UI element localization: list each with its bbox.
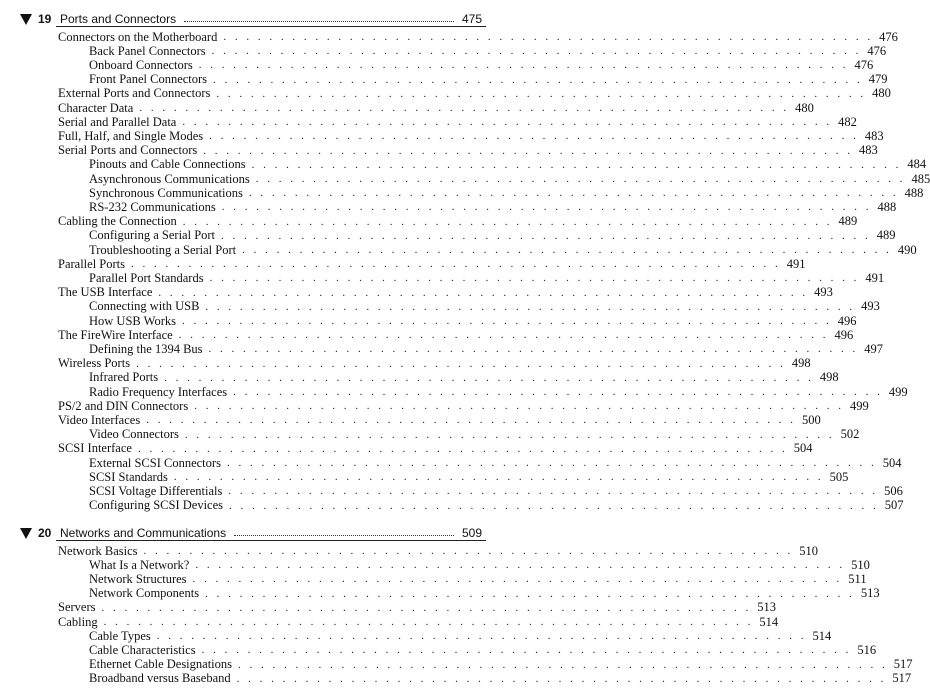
toc-entry[interactable] bbox=[58, 86, 891, 101]
dot-leader: . . . . . . . . . . . . . . . . . . . . . . . . . . . . . . . . . . . . . . . . . . . . . . . . . . . . . . . . . bbox=[192, 573, 843, 586]
toc-entry-title: The FireWire Interface bbox=[58, 327, 173, 342]
toc-entry-page: 483 bbox=[858, 143, 878, 158]
toc-entry[interactable] bbox=[89, 571, 867, 586]
toc-entry-title: Network Structures bbox=[89, 571, 187, 586]
toc-entry-title: Configuring a Serial Port bbox=[89, 228, 216, 243]
toc-entry-page: 499 bbox=[888, 384, 908, 399]
toc-entry-title: Asynchronous Communications bbox=[89, 171, 250, 186]
dot-leader: . . . . . . . . . . . . . . . . . . . . . . . . . . . . . . . . . . . . . . . . . . . . . . . . . . . . . . . . . bbox=[242, 244, 892, 256]
toc-entry-page: 488 bbox=[904, 185, 924, 200]
toc-entry-page: 516 bbox=[857, 642, 877, 657]
toc-entry[interactable] bbox=[89, 557, 870, 572]
toc-entry-title: Configuring SCSI Devices bbox=[89, 498, 224, 513]
toc-entry-title: RS-232 Communications bbox=[89, 199, 216, 214]
dot-leader: . . . . . . . . . . . . . . . . . . . . . . . . . . . . . . . . . . . . . . . . . . . . . . . . . . . . . . . . . bbox=[216, 87, 867, 100]
toc-entry[interactable] bbox=[58, 543, 818, 558]
toc-entry-title: Back Panel Connectors bbox=[89, 43, 206, 58]
toc-entry[interactable] bbox=[58, 29, 898, 44]
toc-entry-title: Connecting with USB bbox=[89, 299, 200, 314]
toc-entry-page: 496 bbox=[837, 313, 857, 328]
toc-entry-title: The USB Interface bbox=[58, 285, 153, 300]
dot-leader: . . . . . . . . . . . . . . . . . . . . . . . . . . . . . . . . . . . . . . . . . . . . . . . . . . . . . . . . . bbox=[255, 173, 906, 185]
toc-entry-page: 497 bbox=[864, 341, 884, 356]
dot-leader: . . . . . . . . . . . . . . . . . . . . . . . . . . . . . . . . . . . . . . . . . . . . . . . . . . . . . . . . . bbox=[182, 215, 833, 228]
toc-entry-page: 507 bbox=[884, 498, 904, 513]
toc-entry-page: 504 bbox=[793, 441, 813, 456]
dot-leader: . . . . . . . . . . . . . . . . . . . . . . . . . . . . . . . . . . . . . . . . . . . . . . . . . . . . . . . . . bbox=[213, 73, 863, 86]
toc-entry-title: Broadband versus Baseband bbox=[89, 671, 231, 686]
toc-entry-page: 476 bbox=[854, 57, 874, 72]
toc-entry-page: 510 bbox=[799, 543, 818, 558]
dot-leader: . . . . . . . . . . . . . . . . . . . . . . . . . . . . . . . . . . . . . . . . . . . . . . . . . . . . . . . . . bbox=[184, 428, 835, 441]
dot-leader: . . . . . . . . . . . . . . . . . . . . . . . . . . . . . . . . . . . . . . . . . . . . . . . . . . . . . . . . . bbox=[182, 116, 833, 129]
toc-entry-title: Onboard Connectors bbox=[89, 57, 193, 72]
chapter-number: 20 bbox=[38, 526, 52, 540]
toc-entry[interactable] bbox=[58, 398, 869, 413]
toc-entry[interactable] bbox=[58, 356, 811, 371]
dot-leader: . . . . . . . . . . . . . . . . . . . . . . . . . . . . . . . . . . . . . . . . . . . . . . . . . . . . . . . . . bbox=[221, 229, 871, 242]
toc-entry-title: Cabling the Connection bbox=[58, 214, 177, 229]
toc-entry[interactable] bbox=[89, 299, 880, 314]
dot-leader bbox=[184, 21, 454, 22]
toc-entry-title: Troubleshooting a Serial Port bbox=[89, 242, 237, 257]
toc-entry-page: 489 bbox=[876, 228, 896, 243]
toc-entry-title: Video Connectors bbox=[89, 427, 179, 442]
toc-entry[interactable] bbox=[89, 384, 908, 399]
toc-entry[interactable] bbox=[89, 313, 857, 328]
dot-leader: . . . . . . . . . . . . . . . . . . . . . . . . . . . . . . . . . . . . . . . . . . . . . . . . . . . . . . . . . bbox=[158, 286, 809, 299]
toc-entry-page: 479 bbox=[868, 72, 888, 87]
toc-entry-page: 511 bbox=[848, 571, 867, 586]
toc-entry-page: 510 bbox=[851, 557, 870, 572]
dot-leader: . . . . . . . . . . . . . . . . . . . . . . . . . . . . . . . . . . . . . . . . . . . . . . . . . . . . . . . . . bbox=[164, 371, 814, 384]
toc-entry-page: 476 bbox=[879, 29, 898, 44]
toc-entry-title: Servers bbox=[58, 600, 96, 615]
toc-entry-page: 483 bbox=[864, 128, 884, 143]
dot-leader: . . . . . . . . . . . . . . . . . . . . . . . . . . . . . . . . . . . . . . . . . . . . . . . . . . . . . . . . . bbox=[221, 201, 872, 214]
dot-leader: . . . . . . . . . . . . . . . . . . . . . . . . . . . . . . . . . . . . . . . . . . . . . . . . . . . . . . . . . bbox=[211, 45, 862, 58]
toc-entry[interactable] bbox=[89, 228, 896, 243]
chapter-rule bbox=[56, 26, 486, 27]
dot-leader: . . . . . . . . . . . . . . . . . . . . . . . . . . . . . . . . . . . . . . . . . . . . . . . . . . . . . . . . . bbox=[248, 187, 899, 200]
dot-leader: . . . . . . . . . . . . . . . . . . . . . . . . . . . . . . . . . . . . . . . . . . . . . . . . . . . . . . . . . bbox=[209, 272, 860, 285]
dot-leader: . . . . . . . . . . . . . . . . . . . . . . . . . . . . . . . . . . . . . . . . . . . . . . . . . . . . . . . . . bbox=[203, 144, 853, 157]
dot-leader: . . . . . . . . . . . . . . . . . . . . . . . . . . . . . . . . . . . . . . . . . . . . . . . . . . . . . . . . . bbox=[208, 343, 859, 356]
dot-leader: . . . . . . . . . . . . . . . . . . . . . . . . . . . . . . . . . . . . . . . . . . . . . . . . . . . . . . . . . bbox=[228, 485, 879, 498]
toc-entry-title: SCSI Standards bbox=[89, 469, 168, 484]
toc-entry-title: Ethernet Cable Designations bbox=[89, 657, 233, 672]
toc-entry[interactable] bbox=[89, 370, 839, 385]
toc-entry[interactable] bbox=[58, 114, 857, 129]
toc-entry-title: Wireless Ports bbox=[58, 356, 131, 371]
toc-entry-title: Parallel Ports bbox=[58, 256, 126, 271]
dot-leader: . . . . . . . . . . . . . . . . . . . . . . . . . . . . . . . . . . . . . . . . . . . . . . . . . . . . . . . . . bbox=[139, 102, 790, 114]
chapter-rule bbox=[56, 540, 486, 541]
toc-entry[interactable] bbox=[58, 441, 813, 456]
toc-entry[interactable] bbox=[89, 185, 924, 200]
toc-entry-page: 514 bbox=[812, 628, 832, 643]
toc-entry[interactable] bbox=[89, 455, 902, 470]
dot-leader: . . . . . . . . . . . . . . . . . . . . . . . . . . . . . . . . . . . . . . . . . . . . . . . . . . . . . . . . . bbox=[178, 329, 829, 342]
toc-entry[interactable] bbox=[89, 469, 849, 484]
dot-leader: . . . . . . . . . . . . . . . . . . . . . . . . . . . . . . . . . . . . . . . . . . . . . . . . . . . . . . . . . bbox=[223, 31, 874, 43]
toc-entry-page: 513 bbox=[860, 586, 880, 601]
toc-entry-title: Radio Frequency Interfaces bbox=[89, 384, 228, 399]
chapter-page: 509 bbox=[461, 526, 482, 540]
toc-entry-title: Infrared Ports bbox=[89, 370, 159, 385]
toc-entry-title: Cable Types bbox=[89, 628, 151, 643]
toc-entry-page: 484 bbox=[907, 157, 927, 172]
chapter-number: 19 bbox=[38, 12, 52, 26]
toc-entry[interactable] bbox=[58, 128, 884, 143]
toc-entry-page: 485 bbox=[911, 171, 930, 186]
toc-entry[interactable] bbox=[89, 642, 877, 657]
toc-entry[interactable] bbox=[89, 498, 904, 513]
dot-leader: . . . . . . . . . . . . . . . . . . . . . . . . . . . . . . . . . . . . . . . . . . . . . . . . . . . . . . . . . bbox=[146, 414, 796, 427]
toc-entry[interactable] bbox=[89, 671, 912, 686]
toc-entry-title: How USB Works bbox=[89, 313, 176, 328]
toc-entry-title: Defining the 1394 Bus bbox=[89, 341, 203, 356]
toc-entry[interactable] bbox=[89, 242, 917, 257]
dot-leader: . . . . . . . . . . . . . . . . . . . . . . . . . . . . . . . . . . . . . . . . . . . . . . . . . . . . . . . . . bbox=[198, 59, 849, 72]
dot-leader: . . . . . . . . . . . . . . . . . . . . . . . . . . . . . . . . . . . . . . . . . . . . . . . . . . . . . . . . . bbox=[236, 672, 887, 685]
chapter-title: Networks and Communications bbox=[60, 526, 227, 540]
dot-leader: . . . . . . . . . . . . . . . . . . . . . . . . . . . . . . . . . . . . . . . . . . . . . . . . . . . . . . . . . bbox=[195, 559, 846, 572]
toc-entry[interactable] bbox=[58, 327, 854, 342]
toc-entry-page: 476 bbox=[867, 43, 887, 58]
toc-entry[interactable] bbox=[58, 285, 833, 300]
toc-entry[interactable] bbox=[89, 657, 913, 672]
toc-entry-page: 493 bbox=[814, 285, 833, 300]
toc-entry-page: 513 bbox=[757, 600, 776, 615]
toc-entry-title: External SCSI Connectors bbox=[89, 455, 221, 470]
toc-entry[interactable] bbox=[89, 483, 903, 498]
dot-leader: . . . . . . . . . . . . . . . . . . . . . . . . . . . . . . . . . . . . . . . . . . . . . . . . . . . . . . . . . bbox=[226, 457, 877, 469]
toc-entry-page: 493 bbox=[861, 299, 880, 314]
toc-entry-title: Front Panel Connectors bbox=[89, 72, 208, 87]
dot-leader: . . . . . . . . . . . . . . . . . . . . . . . . . . . . . . . . . . . . . . . . . . . . . . . . . . . . . . . . . bbox=[143, 545, 794, 557]
chapter-page: 475 bbox=[461, 12, 482, 26]
toc-entry-page: 502 bbox=[840, 427, 860, 442]
toc-entry-title: External Ports and Connectors bbox=[58, 86, 211, 101]
toc-entry[interactable] bbox=[89, 586, 880, 601]
toc-entry[interactable] bbox=[89, 270, 885, 285]
toc-entry-title: SCSI Voltage Differentials bbox=[89, 483, 223, 498]
toc-entry[interactable] bbox=[89, 628, 832, 643]
dot-leader: . . . . . . . . . . . . . . . . . . . . . . . . . . . . . . . . . . . . . . . . . . . . . . . . . . . . . . . . . bbox=[173, 471, 824, 484]
toc-entry[interactable] bbox=[58, 614, 779, 629]
toc-entry-title: SCSI Interface bbox=[58, 441, 132, 456]
toc-entry[interactable] bbox=[58, 143, 878, 158]
toc-entry-title: Serial Ports and Connectors bbox=[58, 143, 198, 158]
toc-entry-page: 489 bbox=[838, 214, 858, 229]
toc-entry-title: Pinouts and Cable Connections bbox=[89, 157, 246, 172]
toc-entry[interactable] bbox=[89, 341, 884, 356]
toc-entry[interactable] bbox=[89, 72, 888, 87]
dot-leader: . . . . . . . . . . . . . . . . . . . . . . . . . . . . . . . . . . . . . . . . . . . . . . . . . . . . . . . . . bbox=[251, 158, 902, 171]
dot-leader: . . . . . . . . . . . . . . . . . . . . . . . . . . . . . . . . . . . . . . . . . . . . . . . . . . . . . . . . . bbox=[137, 442, 788, 455]
toc-entry-page: 506 bbox=[884, 483, 903, 498]
toc-entry-page: 504 bbox=[882, 455, 902, 470]
toc-entry-title: Serial and Parallel Data bbox=[58, 114, 177, 129]
toc-entry-page: 491 bbox=[865, 270, 885, 285]
toc-entry-title: Cabling bbox=[58, 614, 98, 629]
toc-entry-page: 517 bbox=[892, 671, 912, 686]
dot-leader: . . . . . . . . . . . . . . . . . . . . . . . . . . . . . . . . . . . . . . . . . . . . . . . . . . . . . . . . . bbox=[194, 400, 844, 413]
toc-entry[interactable] bbox=[89, 171, 930, 186]
toc-entry-title: Character Data bbox=[58, 100, 134, 115]
toc-entry-page: 480 bbox=[795, 100, 814, 115]
toc-entry-title: PS/2 and DIN Connectors bbox=[58, 398, 189, 413]
toc-entry[interactable] bbox=[89, 427, 860, 442]
dot-leader: . . . . . . . . . . . . . . . . . . . . . . . . . . . . . . . . . . . . . . . . . . . . . . . . . . . . . . . . . bbox=[136, 357, 786, 370]
toc-entry-page: 500 bbox=[801, 412, 821, 427]
toc-entry-page: 499 bbox=[849, 398, 869, 413]
toc-entry-page: 480 bbox=[872, 86, 891, 101]
toc-entry[interactable] bbox=[89, 43, 887, 58]
dot-leader: . . . . . . . . . . . . . . . . . . . . . . . . . . . . . . . . . . . . . . . . . . . . . . . . . . . . . . . . . bbox=[233, 386, 883, 398]
dot-leader: . . . . . . . . . . . . . . . . . . . . . . . . . . . . . . . . . . . . . . . . . . . . . . . . . . . . . . . . . bbox=[181, 315, 832, 327]
toc-entry-page: 498 bbox=[791, 356, 811, 371]
toc-entry-page: 490 bbox=[897, 242, 917, 257]
chapter-title: Ports and Connectors bbox=[60, 12, 177, 26]
dot-leader: . . . . . . . . . . . . . . . . . . . . . . . . . . . . . . . . . . . . . . . . . . . . . . . . . . . . . . . . . bbox=[131, 258, 781, 271]
toc-entry[interactable] bbox=[58, 600, 776, 615]
toc-entry[interactable] bbox=[58, 412, 821, 427]
toc-entry[interactable] bbox=[58, 256, 806, 271]
toc-entry[interactable] bbox=[89, 157, 927, 172]
toc-entry-page: 498 bbox=[819, 370, 839, 385]
toc-entry-page: 505 bbox=[829, 469, 849, 484]
toc-entry-page: 517 bbox=[893, 657, 913, 672]
triangle-marker-icon bbox=[20, 528, 32, 539]
dot-leader: . . . . . . . . . . . . . . . . . . . . . . . . . . . . . . . . . . . . . . . . . . . . . . . . . . . . . . . . . bbox=[201, 644, 852, 657]
toc-entry-title: Video Interfaces bbox=[58, 412, 141, 427]
toc-entry[interactable] bbox=[89, 57, 874, 72]
toc-entry-page: 491 bbox=[786, 256, 806, 271]
dot-leader: . . . . . . . . . . . . . . . . . . . . . . . . . . . . . . . . . . . . . . . . . . . . . . . . . . . . . . . . . bbox=[209, 130, 859, 143]
toc-entry[interactable] bbox=[89, 199, 897, 214]
toc-entry-page: 514 bbox=[759, 614, 779, 629]
toc-entry-title: Connectors on the Motherboard bbox=[58, 29, 218, 44]
dot-leader bbox=[234, 535, 454, 536]
dot-leader: . . . . . . . . . . . . . . . . . . . . . . . . . . . . . . . . . . . . . . . . . . . . . . . . . . . . . . . . . bbox=[101, 601, 752, 614]
toc-entry[interactable] bbox=[58, 100, 814, 115]
dot-leader: . . . . . . . . . . . . . . . . . . . . . . . . . . . . . . . . . . . . . . . . . . . . . . . . . . . . . . . . . bbox=[103, 616, 754, 628]
toc-entry-title: Parallel Port Standards bbox=[89, 270, 204, 285]
dot-leader: . . . . . . . . . . . . . . . . . . . . . . . . . . . . . . . . . . . . . . . . . . . . . . . . . . . . . . . . . bbox=[205, 587, 855, 600]
toc-entry-title: Full, Half, and Single Modes bbox=[58, 128, 204, 143]
toc-entry-title: Cable Characteristics bbox=[89, 642, 196, 657]
dot-leader: . . . . . . . . . . . . . . . . . . . . . . . . . . . . . . . . . . . . . . . . . . . . . . . . . . . . . . . . . bbox=[156, 630, 807, 643]
dot-leader: . . . . . . . . . . . . . . . . . . . . . . . . . . . . . . . . . . . . . . . . . . . . . . . . . . . . . . . . . bbox=[205, 300, 856, 313]
toc-entry-title: Network Basics bbox=[58, 543, 138, 558]
toc-entry-title: Network Components bbox=[89, 586, 200, 601]
dot-leader: . . . . . . . . . . . . . . . . . . . . . . . . . . . . . . . . . . . . . . . . . . . . . . . . . . . . . . . . . bbox=[229, 499, 879, 512]
triangle-marker-icon bbox=[20, 14, 32, 25]
toc-entry-title: What Is a Network? bbox=[89, 557, 190, 572]
toc-entry-page: 496 bbox=[834, 327, 854, 342]
toc-entry-page: 482 bbox=[838, 114, 857, 129]
dot-leader: . . . . . . . . . . . . . . . . . . . . . . . . . . . . . . . . . . . . . . . . . . . . . . . . . . . . . . . . . bbox=[238, 658, 888, 671]
toc-entry-page: 488 bbox=[877, 199, 897, 214]
toc-entry-title: Synchronous Communications bbox=[89, 185, 243, 200]
toc-entry[interactable] bbox=[58, 214, 858, 229]
